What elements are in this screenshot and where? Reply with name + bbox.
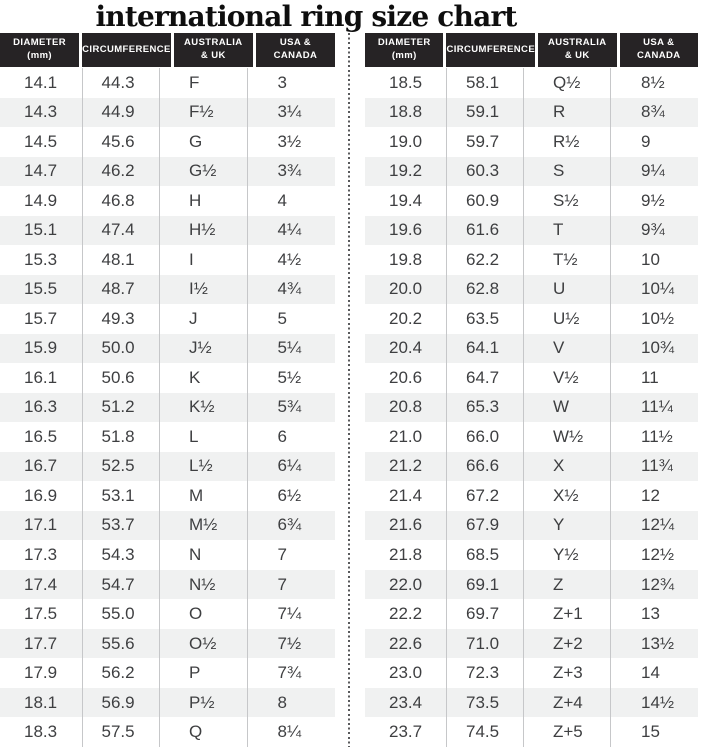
usa-canada-cell: 7½ [247, 629, 336, 659]
diameter-cell: 18.5 [389, 72, 423, 92]
circumference-cell: 48.1 [82, 245, 160, 275]
circumference-cell: 73.5 [446, 688, 523, 718]
table-row [0, 422, 335, 452]
circumference-cell: 56.2 [82, 658, 160, 688]
table-row [365, 540, 698, 570]
circumference-cell: 66.6 [446, 452, 523, 482]
table-header-row [365, 33, 698, 67]
table-row [0, 629, 335, 659]
diameter-cell: 21.8 [389, 545, 423, 564]
australia-uk-cell: S [523, 157, 610, 187]
australia-uk-cell: Z+4 [523, 688, 610, 718]
circumference-cell: 64.1 [446, 334, 523, 364]
page-title: international ring size chart [95, 0, 517, 33]
table-row [365, 127, 698, 157]
circumference-cell: 48.7 [82, 275, 160, 305]
circumference-cell: 54.7 [82, 570, 160, 600]
usa-canada-cell: 12¼ [610, 511, 698, 541]
australia-uk-cell: P [159, 658, 247, 688]
usa-canada-cell: 7¾ [247, 658, 336, 688]
circumference-cell: 53.7 [82, 511, 160, 541]
ring-size-table-left [0, 33, 335, 747]
usa-canada-cell: 5 [247, 304, 336, 334]
table-row [365, 511, 698, 541]
circumference-cell: 51.2 [82, 393, 160, 423]
diameter-cell: 21.0 [389, 426, 423, 446]
circumference-cell: 50.0 [82, 334, 160, 364]
diameter-cell: 21.2 [389, 456, 423, 476]
diameter-cell: 16.9 [24, 485, 58, 505]
australia-uk-cell: K [159, 363, 247, 393]
circumference-cell: 51.8 [82, 422, 160, 452]
diameter-cell: 17.4 [24, 574, 58, 594]
diameter-cell: 19.4 [389, 190, 423, 210]
usa-canada-cell: 10¾ [610, 334, 698, 364]
table-row [365, 570, 698, 600]
ring-size-table-right [365, 33, 698, 747]
australia-uk-cell: V½ [523, 363, 610, 393]
table-row [0, 127, 335, 157]
diameter-cell: 17.9 [24, 663, 58, 683]
usa-canada-cell: 5½ [247, 363, 336, 393]
table-body [365, 68, 698, 747]
usa-canada-cell: 8¾ [610, 98, 698, 128]
usa-canada-cell: 7 [247, 540, 336, 570]
australia-uk-cell: Y½ [523, 540, 610, 570]
usa-canada-cell: 3½ [247, 127, 336, 157]
circumference-cell: 60.3 [446, 157, 523, 187]
usa-canada-cell: 12½ [610, 540, 698, 570]
australia-uk-cell: S½ [523, 186, 610, 216]
diameter-cell: 22.2 [389, 604, 423, 624]
usa-canada-cell: 9¾ [610, 216, 698, 246]
table-row [0, 98, 335, 128]
column-header: CIRCUMFERENCE [446, 33, 535, 67]
circumference-cell: 71.0 [446, 629, 523, 659]
table-row [365, 658, 698, 688]
column-header: DIAMETER (mm) [365, 33, 443, 67]
diameter-cell: 14.3 [24, 102, 58, 122]
circumference-cell: 56.9 [82, 688, 160, 718]
usa-canada-cell: 9½ [610, 186, 698, 216]
diameter-cell: 15.1 [24, 220, 58, 240]
diameter-cell: 14.7 [24, 161, 58, 181]
australia-uk-cell: U [523, 275, 610, 305]
usa-canada-cell: 8½ [610, 68, 698, 98]
table-row [365, 68, 698, 98]
table-row [0, 717, 335, 747]
diameter-cell: 15.7 [24, 308, 58, 328]
usa-canada-cell: 10¼ [610, 275, 698, 305]
diameter-cell: 17.5 [24, 604, 58, 624]
diameter-cell: 14.9 [24, 190, 58, 210]
australia-uk-cell: L½ [159, 452, 247, 482]
table-row [365, 393, 698, 423]
circumference-cell: 46.2 [82, 157, 160, 187]
usa-canada-cell: 13 [610, 599, 698, 629]
usa-canada-cell: 8¼ [247, 717, 336, 747]
circumference-cell: 68.5 [446, 540, 523, 570]
column-header: CIRCUMFERENCE [82, 33, 171, 67]
table-row [0, 157, 335, 187]
column-header: USA & CANADA [256, 33, 335, 67]
table-row [365, 157, 698, 187]
circumference-cell: 53.1 [82, 481, 160, 511]
circumference-cell: 59.1 [446, 98, 523, 128]
usa-canada-cell: 13½ [610, 629, 698, 659]
australia-uk-cell: I [159, 245, 247, 275]
australia-uk-cell: V [523, 334, 610, 364]
usa-canada-cell: 7 [247, 570, 336, 600]
diameter-cell: 22.0 [389, 574, 423, 594]
circumference-cell: 60.9 [446, 186, 523, 216]
table-row [0, 334, 335, 364]
table-row [0, 68, 335, 98]
circumference-cell: 67.2 [446, 481, 523, 511]
australia-uk-cell: J½ [159, 334, 247, 364]
table-row [0, 481, 335, 511]
australia-uk-cell: N [159, 540, 247, 570]
table-row [0, 216, 335, 246]
diameter-cell: 17.1 [24, 515, 58, 535]
australia-uk-cell: O [159, 599, 247, 629]
column-header: AUSTRALIA & UK [538, 33, 616, 67]
diameter-cell: 23.7 [389, 722, 423, 742]
usa-canada-cell: 12¾ [610, 570, 698, 600]
circumference-cell: 72.3 [446, 658, 523, 688]
usa-canada-cell: 5¾ [247, 393, 336, 423]
circumference-cell: 65.3 [446, 393, 523, 423]
circumference-cell: 61.6 [446, 216, 523, 246]
table-row [365, 186, 698, 216]
australia-uk-cell: R½ [523, 127, 610, 157]
circumference-cell: 49.3 [82, 304, 160, 334]
circumference-cell: 46.8 [82, 186, 160, 216]
diameter-cell: 21.4 [389, 485, 423, 505]
australia-uk-cell: U½ [523, 304, 610, 334]
column-header: DIAMETER (mm) [0, 33, 79, 67]
table-row [365, 363, 698, 393]
australia-uk-cell: X½ [523, 481, 610, 511]
usa-canada-cell: 10 [610, 245, 698, 275]
australia-uk-cell: M [159, 481, 247, 511]
usa-canada-cell: 8 [247, 688, 336, 718]
circumference-cell: 44.3 [82, 68, 160, 98]
table-row [0, 245, 335, 275]
diameter-cell: 14.5 [24, 131, 58, 151]
diameter-cell: 18.8 [389, 102, 423, 122]
diameter-cell: 20.6 [389, 367, 423, 387]
australia-uk-cell: Z+1 [523, 599, 610, 629]
diameter-cell: 16.5 [24, 426, 58, 446]
diameter-cell: 14.1 [24, 72, 58, 92]
circumference-cell: 74.5 [446, 717, 523, 747]
table-row [365, 717, 698, 747]
usa-canada-cell: 11½ [610, 422, 698, 452]
diameter-cell: 16.7 [24, 456, 58, 476]
column-header: USA & CANADA [620, 33, 698, 67]
usa-canada-cell: 9 [610, 127, 698, 157]
usa-canada-cell: 15 [610, 717, 698, 747]
diameter-cell: 23.4 [389, 692, 423, 712]
diameter-cell: 19.8 [389, 249, 423, 269]
circumference-cell: 67.9 [446, 511, 523, 541]
table-row [0, 452, 335, 482]
diameter-cell: 15.9 [24, 338, 58, 358]
table-row [365, 334, 698, 364]
australia-uk-cell: W [523, 393, 610, 423]
diameter-cell: 20.4 [389, 338, 423, 358]
table-row [365, 422, 698, 452]
usa-canada-cell: 4¾ [247, 275, 336, 305]
table-body [0, 68, 335, 747]
usa-canada-cell: 14 [610, 658, 698, 688]
table-row [365, 275, 698, 305]
usa-canada-cell: 14½ [610, 688, 698, 718]
diameter-cell: 22.6 [389, 633, 423, 653]
australia-uk-cell: F [159, 68, 247, 98]
australia-uk-cell: M½ [159, 511, 247, 541]
table-row [0, 688, 335, 718]
table-row [0, 393, 335, 423]
diameter-cell: 16.1 [24, 367, 58, 387]
table-header-row [0, 33, 335, 67]
usa-canada-cell: 12 [610, 481, 698, 511]
diameter-cell: 16.3 [24, 397, 58, 417]
circumference-cell: 58.1 [446, 68, 523, 98]
australia-uk-cell: I½ [159, 275, 247, 305]
australia-uk-cell: T [523, 216, 610, 246]
australia-uk-cell: Q [159, 717, 247, 747]
diameter-cell: 17.3 [24, 545, 58, 564]
circumference-cell: 54.3 [82, 540, 160, 570]
australia-uk-cell: Z+2 [523, 629, 610, 659]
diameter-cell: 20.8 [389, 397, 423, 417]
australia-uk-cell: O½ [159, 629, 247, 659]
australia-uk-cell: N½ [159, 570, 247, 600]
table-row [0, 570, 335, 600]
circumference-cell: 45.6 [82, 127, 160, 157]
australia-uk-cell: J [159, 304, 247, 334]
diameter-cell: 18.1 [24, 692, 58, 712]
title-bar [0, 0, 702, 33]
usa-canada-cell: 3¼ [247, 98, 336, 128]
table-row [365, 98, 698, 128]
usa-canada-cell: 3 [247, 68, 336, 98]
usa-canada-cell: 10½ [610, 304, 698, 334]
table-row [365, 304, 698, 334]
table-row [0, 511, 335, 541]
column-header: AUSTRALIA & UK [174, 33, 253, 67]
usa-canada-cell: 11¼ [610, 393, 698, 423]
usa-canada-cell: 9¼ [610, 157, 698, 187]
australia-uk-cell: Z [523, 570, 610, 600]
usa-canada-cell: 4¼ [247, 216, 336, 246]
usa-canada-cell: 5¼ [247, 334, 336, 364]
australia-uk-cell: H [159, 186, 247, 216]
table-row [365, 216, 698, 246]
australia-uk-cell: H½ [159, 216, 247, 246]
circumference-cell: 62.2 [446, 245, 523, 275]
diameter-cell: 19.0 [389, 131, 423, 151]
diameter-cell: 19.6 [389, 220, 423, 240]
circumference-cell: 55.6 [82, 629, 160, 659]
diameter-cell: 23.0 [389, 663, 423, 683]
australia-uk-cell: Y [523, 511, 610, 541]
table-row [365, 599, 698, 629]
circumference-cell: 47.4 [82, 216, 160, 246]
australia-uk-cell: Q½ [523, 68, 610, 98]
table-row [365, 688, 698, 718]
circumference-cell: 52.5 [82, 452, 160, 482]
usa-canada-cell: 4 [247, 186, 336, 216]
australia-uk-cell: G½ [159, 157, 247, 187]
table-row [0, 304, 335, 334]
australia-uk-cell: X [523, 452, 610, 482]
circumference-cell: 69.7 [446, 599, 523, 629]
australia-uk-cell: R [523, 98, 610, 128]
australia-uk-cell: K½ [159, 393, 247, 423]
australia-uk-cell: W½ [523, 422, 610, 452]
australia-uk-cell: P½ [159, 688, 247, 718]
circumference-cell: 59.7 [446, 127, 523, 157]
circumference-cell: 66.0 [446, 422, 523, 452]
circumference-cell: 50.6 [82, 363, 160, 393]
circumference-cell: 55.0 [82, 599, 160, 629]
circumference-cell: 64.7 [446, 363, 523, 393]
usa-canada-cell: 6¾ [247, 511, 336, 541]
table-row [0, 363, 335, 393]
australia-uk-cell: Z+3 [523, 658, 610, 688]
usa-canada-cell: 3¾ [247, 157, 336, 187]
australia-uk-cell: G [159, 127, 247, 157]
australia-uk-cell: F½ [159, 98, 247, 128]
diameter-cell: 21.6 [389, 515, 423, 535]
diameter-cell: 20.0 [389, 279, 423, 299]
usa-canada-cell: 11¾ [610, 452, 698, 482]
table-row [0, 186, 335, 216]
diameter-cell: 19.2 [389, 161, 423, 181]
diameter-cell: 20.2 [389, 308, 423, 328]
dotted-divider [348, 33, 350, 747]
diameter-cell: 15.5 [24, 279, 58, 299]
circumference-cell: 69.1 [446, 570, 523, 600]
circumference-cell: 62.8 [446, 275, 523, 305]
table-row [0, 658, 335, 688]
diameter-cell: 18.3 [24, 722, 58, 742]
table-row [0, 540, 335, 570]
table-row [365, 452, 698, 482]
table-row [0, 275, 335, 305]
usa-canada-cell: 11 [610, 363, 698, 393]
table-row [0, 599, 335, 629]
usa-canada-cell: 6¼ [247, 452, 336, 482]
usa-canada-cell: 7¼ [247, 599, 336, 629]
usa-canada-cell: 6 [247, 422, 336, 452]
table-row [365, 481, 698, 511]
circumference-cell: 57.5 [82, 717, 160, 747]
australia-uk-cell: Z+5 [523, 717, 610, 747]
circumference-cell: 63.5 [446, 304, 523, 334]
diameter-cell: 15.3 [24, 249, 58, 269]
australia-uk-cell: L [159, 422, 247, 452]
usa-canada-cell: 4½ [247, 245, 336, 275]
usa-canada-cell: 6½ [247, 481, 336, 511]
table-row [365, 245, 698, 275]
circumference-cell: 44.9 [82, 98, 160, 128]
table-row [365, 629, 698, 659]
diameter-cell: 17.7 [24, 633, 58, 653]
australia-uk-cell: T½ [523, 245, 610, 275]
